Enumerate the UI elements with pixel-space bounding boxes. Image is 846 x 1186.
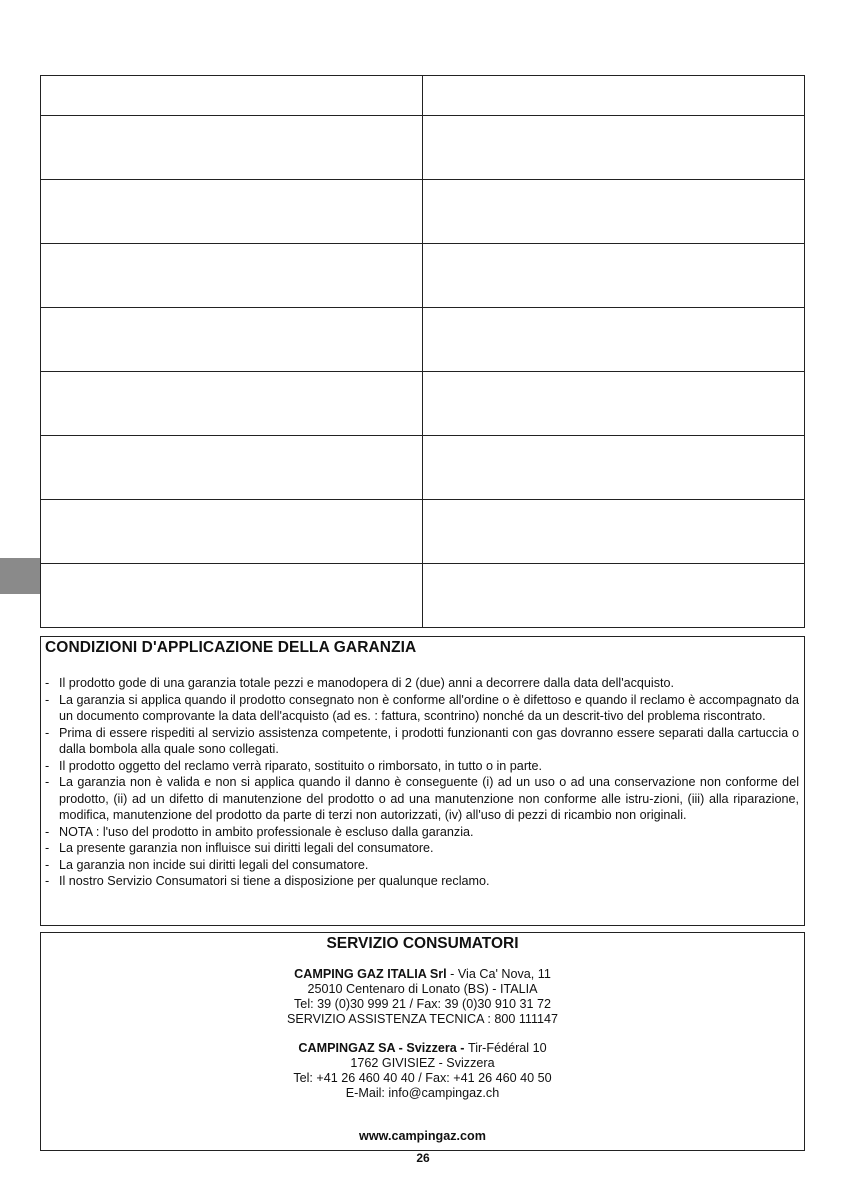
- table-row: [41, 308, 805, 372]
- consumer-service-box: [40, 932, 805, 1151]
- street-italia: - Via Ca' Nova, 11: [446, 967, 551, 981]
- phone-italia: Tel: 39 (0)30 999 21 / Fax: 39 (0)30 910 31 72: [294, 997, 551, 1011]
- phone-swiss: Tel: +41 26 460 40 40 / Fax: +41 26 460 40 50: [293, 1071, 552, 1085]
- table-cell: [423, 308, 805, 372]
- table-cell: [41, 76, 423, 116]
- company-name-italia: CAMPING GAZ ITALIA Srl: [294, 967, 447, 981]
- table-cell: [423, 372, 805, 436]
- table-row: [41, 76, 805, 116]
- table-cell: [41, 564, 423, 628]
- list-item: - Il prodotto gode di una garanzia totale pezzi e manodopera di 2 (due) anni a decorrere dalla data dell'acquisto.: [45, 675, 799, 692]
- page-number: 26: [416, 1151, 430, 1165]
- list-item: - La garanzia non è valida e non si applica quando il danno è conseguente (i) ad un uso o ad una conservazione non conforme del prodotto, (ii) ad un difetto di manutenzione del prodotto o ad una manutenzione non conforme alle istru-zioni, (iii) alla riparazione, modifica, manutenzione del prodotto da parte di terzi non autorizzati, (iv) all'uso di pezzi di ricambio non originali.: [45, 774, 799, 824]
- list-item: - Il prodotto oggetto del reclamo verrà riparato, sostituito o rimborsato, in tutto o in parte.: [45, 758, 799, 775]
- table-cell: [423, 244, 805, 308]
- address-italia: [41, 967, 804, 1027]
- city-italia: 25010 Centenaro di Lonato (BS) - ITALIA: [307, 982, 538, 996]
- table-cell: [423, 500, 805, 564]
- table-cell: [41, 436, 423, 500]
- list-item: - La presente garanzia non influisce sui diritti legali del consumatore.: [45, 840, 799, 857]
- blank-table: [40, 75, 805, 628]
- list-item: - La garanzia si applica quando il prodotto consegnato non è conforme all'ordine o è difettoso e quando il reclamo è accompagnato da un documento comprovante la data dell'acquisto (ad es. : fattura, scontrino) nonché da un descrit-tivo del problema riscontrato.: [45, 692, 799, 725]
- table-cell: [41, 372, 423, 436]
- side-tab-marker: [0, 558, 40, 594]
- city-swiss: 1762 GIVISIEZ - Svizzera: [350, 1056, 495, 1070]
- technical-assistance: SERVIZIO ASSISTENZA TECNICA : 800 111147: [286, 1012, 559, 1026]
- table-row: [41, 564, 805, 628]
- table-cell: [41, 244, 423, 308]
- list-item: - La garanzia non incide sui diritti legali del consumatore.: [45, 857, 799, 874]
- address-swiss: [41, 1041, 804, 1101]
- table-row: [41, 436, 805, 500]
- table-cell: [423, 180, 805, 244]
- list-item: - NOTA : l'uso del prodotto in ambito professionale è escluso dalla garanzia.: [45, 824, 799, 841]
- warranty-conditions-title: CONDIZIONI D'APPLICAZIONE DELLA GARANZIA: [45, 639, 417, 656]
- table-cell: [41, 500, 423, 564]
- company-name-swiss: CAMPINGAZ SA - Svizzera -: [298, 1041, 468, 1055]
- table-cell: [423, 116, 805, 180]
- table-cell: [41, 116, 423, 180]
- list-item: - Prima di essere rispediti al servizio assistenza competente, i prodotti funzionanti con gas dovranno essere separati dalla cartuccia o dalla bombola alla quale sono collegati.: [45, 725, 799, 758]
- table-row: [41, 116, 805, 180]
- table-cell: [41, 308, 423, 372]
- table-row: [41, 180, 805, 244]
- warranty-conditions-box: [40, 636, 805, 926]
- table-cell: [423, 76, 805, 116]
- street-swiss: Tir-Fédéral 10: [467, 1041, 547, 1055]
- table-cell: [41, 180, 423, 244]
- table-row: [41, 372, 805, 436]
- table-row: [41, 500, 805, 564]
- email-swiss: E-Mail: info@campingaz.ch: [345, 1086, 500, 1100]
- website-link[interactable]: www.campingaz.com: [359, 1129, 486, 1143]
- table-cell: [423, 436, 805, 500]
- list-item: - Il nostro Servizio Consumatori si tiene a disposizione per qualunque reclamo.: [45, 873, 799, 890]
- consumer-service-title: SERVIZIO CONSUMATORI: [326, 935, 519, 952]
- table-cell: [423, 564, 805, 628]
- table-row: [41, 244, 805, 308]
- warranty-conditions-list: [45, 675, 799, 890]
